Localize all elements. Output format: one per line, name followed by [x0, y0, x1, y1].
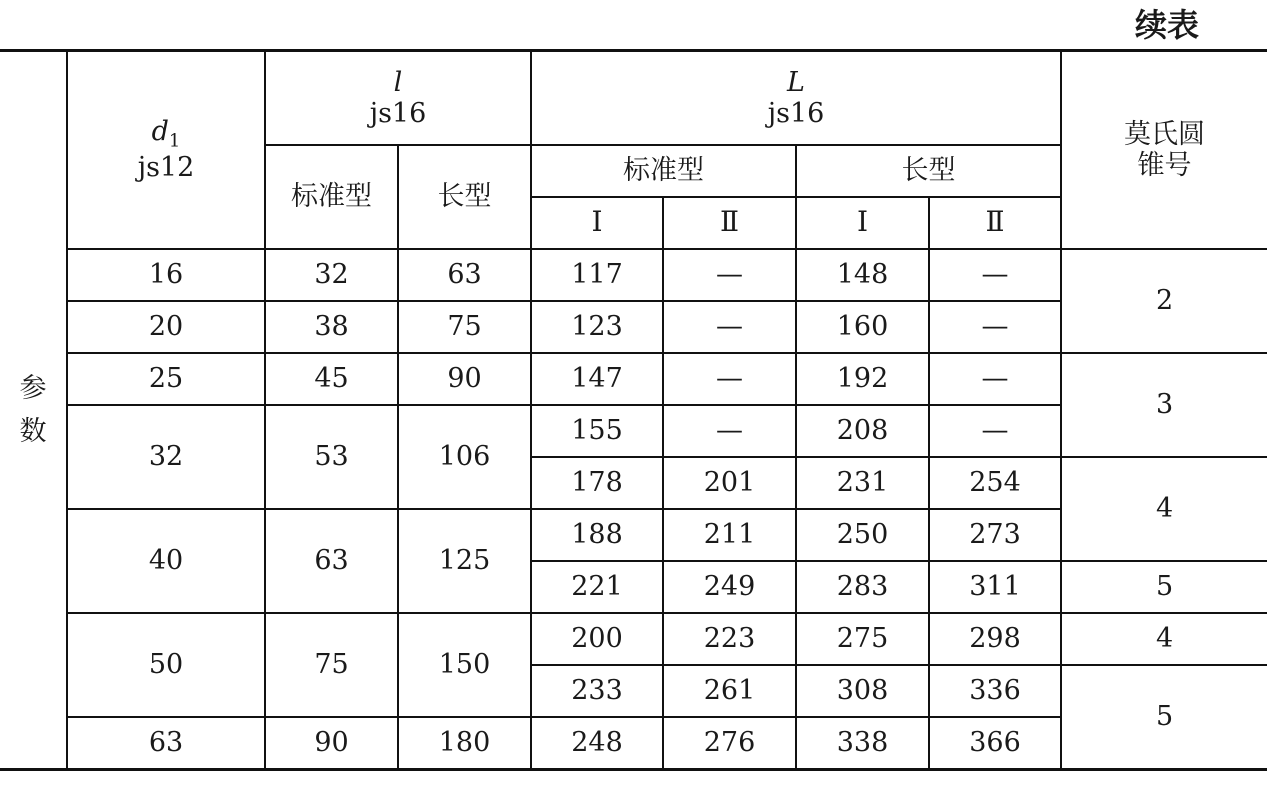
table-cell: 63 — [265, 509, 398, 613]
param-label: 参数 — [19, 372, 47, 447]
table-cell: 50 — [67, 613, 265, 717]
table-cell: — — [929, 301, 1061, 353]
table-cell: 38 — [265, 301, 398, 353]
table-cell: 147 — [531, 353, 663, 405]
table-cell: 338 — [796, 717, 929, 770]
table-cell: 45 — [265, 353, 398, 405]
table-cell: — — [663, 249, 796, 301]
l-long-header: 长型 — [398, 145, 531, 249]
parameter-table — [0, 49, 1267, 771]
table-cell: 32 — [67, 405, 265, 509]
morse-header-line2: 锥号 — [1137, 149, 1192, 181]
table-cell: 200 — [531, 613, 663, 665]
table-cell: 208 — [796, 405, 929, 457]
d1-symbol: d — [151, 116, 169, 148]
d1-header — [67, 51, 265, 249]
L-long-I-header: Ⅰ — [796, 197, 929, 249]
L-long-II-header: Ⅱ — [929, 197, 1061, 249]
table-cell: — — [663, 405, 796, 457]
table-cell: 311 — [929, 561, 1061, 613]
table-cell: 106 — [398, 405, 531, 509]
L-header — [531, 51, 1061, 145]
table-cell: 90 — [398, 353, 531, 405]
table-cell: 75 — [398, 301, 531, 353]
table-cell: 250 — [796, 509, 929, 561]
table-cell: 40 — [67, 509, 265, 613]
table-cell: 25 — [67, 353, 265, 405]
table-cell: — — [663, 353, 796, 405]
table-cell: 63 — [67, 717, 265, 770]
table-cell: 211 — [663, 509, 796, 561]
morse-cell: 3 — [1061, 353, 1267, 457]
morse-cell: 2 — [1061, 249, 1267, 353]
L-standard-header: 标准型 — [531, 145, 796, 197]
l-symbol: l — [393, 66, 403, 98]
L-tolerance: js16 — [767, 97, 825, 129]
table-cell: 201 — [663, 457, 796, 509]
param-label-cell — [0, 51, 67, 770]
table-cell: 248 — [531, 717, 663, 770]
l-header — [265, 51, 531, 145]
table-cell: 221 — [531, 561, 663, 613]
table-cell: 53 — [265, 405, 398, 509]
table-cell: 32 — [265, 249, 398, 301]
table-cell: 63 — [398, 249, 531, 301]
table-cell: — — [929, 405, 1061, 457]
table-cell: 261 — [663, 665, 796, 717]
L-standard-II-header: Ⅱ — [663, 197, 796, 249]
table-cell: 117 — [531, 249, 663, 301]
d1-subscript: 1 — [168, 130, 181, 152]
morse-header — [1061, 51, 1267, 249]
table-cell: 276 — [663, 717, 796, 770]
table-cell: 123 — [531, 301, 663, 353]
L-long-header: 长型 — [796, 145, 1061, 197]
table-cell: 148 — [796, 249, 929, 301]
table-cell: 231 — [796, 457, 929, 509]
table-cell: 336 — [929, 665, 1061, 717]
table-cell: 233 — [531, 665, 663, 717]
table-cell: 275 — [796, 613, 929, 665]
table-cell: 75 — [265, 613, 398, 717]
morse-cell: 5 — [1061, 665, 1267, 770]
table-cell: 188 — [531, 509, 663, 561]
morse-cell: 4 — [1061, 613, 1267, 665]
table-cell: 125 — [398, 509, 531, 613]
morse-cell: 5 — [1061, 561, 1267, 613]
table-cell: — — [929, 249, 1061, 301]
table-cell: 223 — [663, 613, 796, 665]
L-standard-I-header: Ⅰ — [531, 197, 663, 249]
table-cell: 298 — [929, 613, 1061, 665]
table-cell: 366 — [929, 717, 1061, 770]
table-cell: 150 — [398, 613, 531, 717]
table-cell: 20 — [67, 301, 265, 353]
table-cell: 180 — [398, 717, 531, 770]
l-standard-header: 标准型 — [265, 145, 398, 249]
table-cell: 283 — [796, 561, 929, 613]
table-cell: 160 — [796, 301, 929, 353]
table-cell: 308 — [796, 665, 929, 717]
table-cell: 16 — [67, 249, 265, 301]
l-tolerance: js16 — [369, 97, 427, 129]
continued-table-label: 续表 — [1134, 6, 1199, 44]
L-symbol: L — [787, 66, 805, 98]
table-cell: 90 — [265, 717, 398, 770]
morse-cell: 4 — [1061, 457, 1267, 561]
table-cell: 178 — [531, 457, 663, 509]
table-cell: 192 — [796, 353, 929, 405]
table-cell: 273 — [929, 509, 1061, 561]
morse-header-line1: 莫氏圆 — [1124, 118, 1206, 150]
d1-tolerance: js12 — [137, 152, 195, 184]
table-cell: 254 — [929, 457, 1061, 509]
table-cell: — — [929, 353, 1061, 405]
table-cell: 155 — [531, 405, 663, 457]
table-cell: — — [663, 301, 796, 353]
table-cell: 249 — [663, 561, 796, 613]
